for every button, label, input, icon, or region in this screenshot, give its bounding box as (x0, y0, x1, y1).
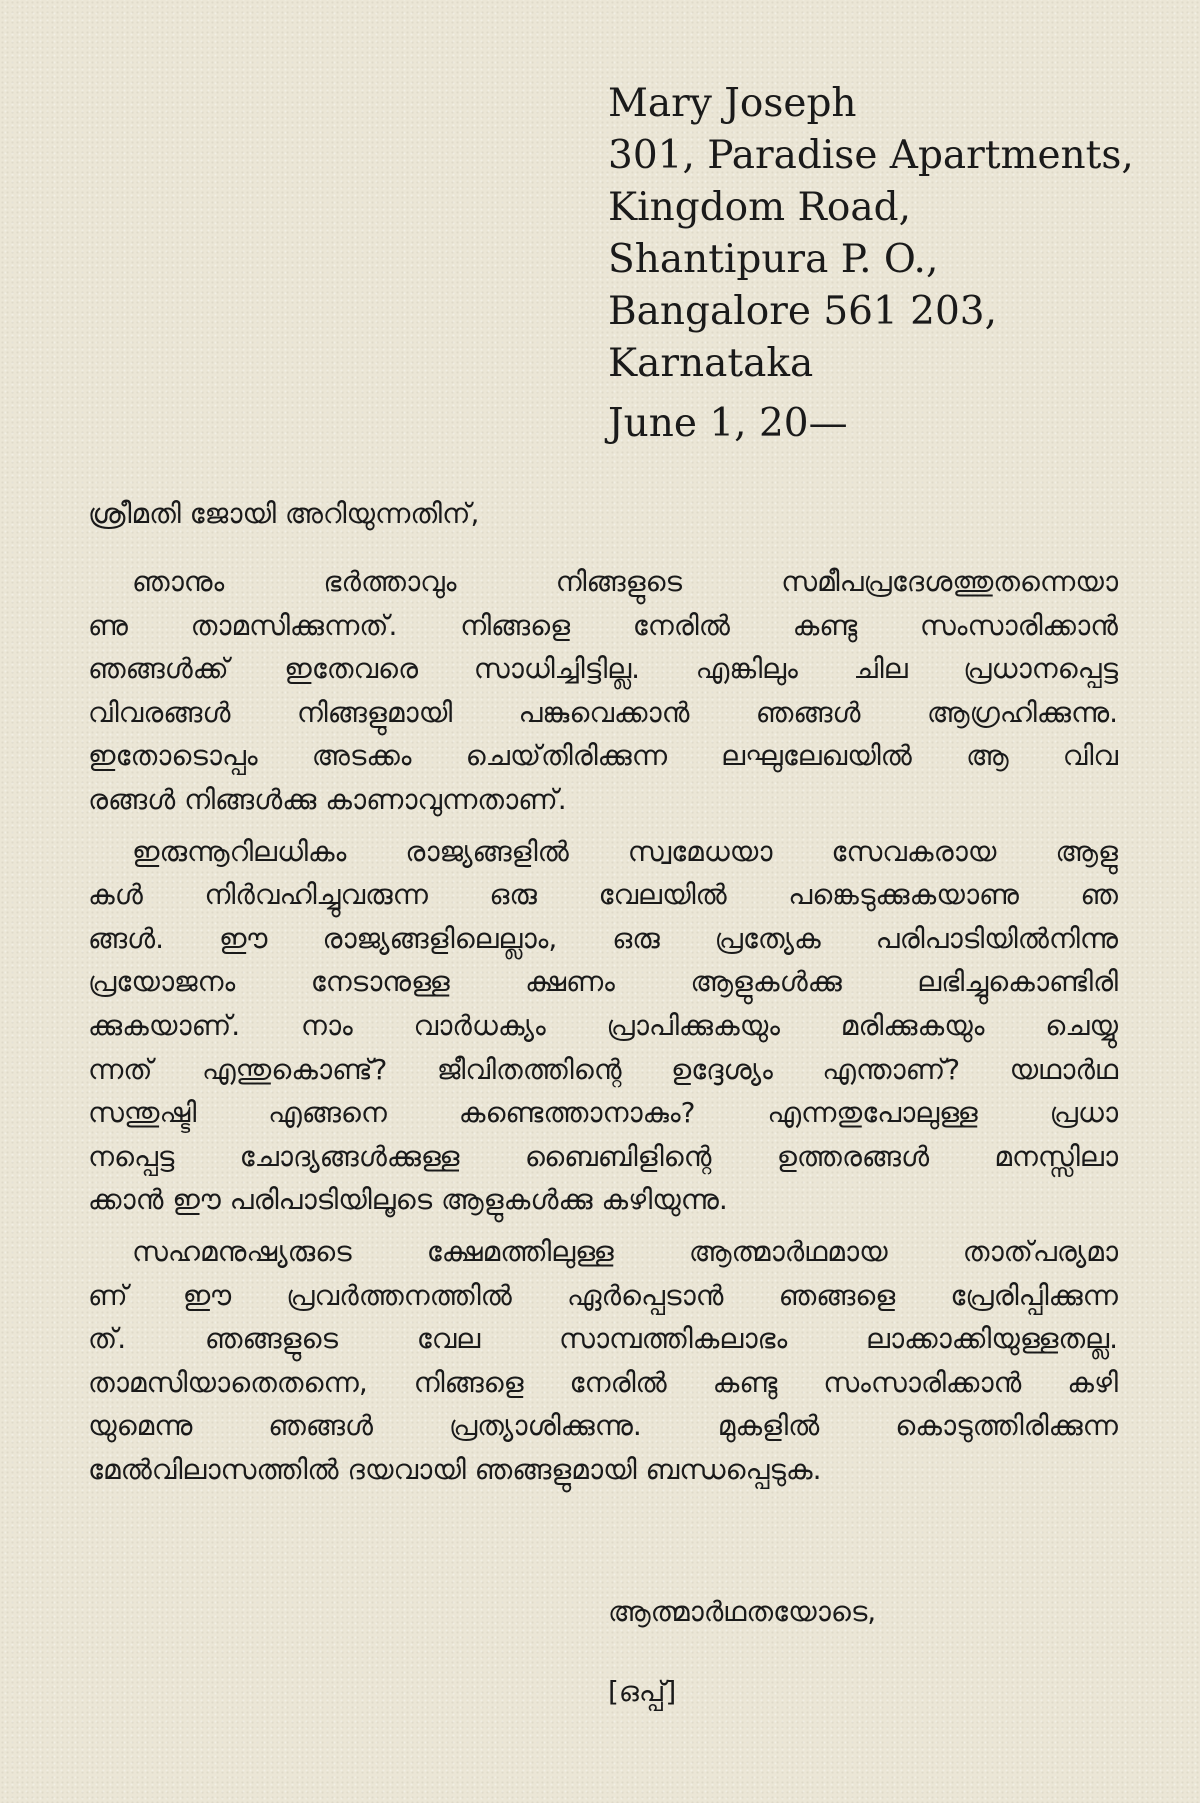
paragraph-line: പ്രയോജനം നേടാനുള്ള ക്ഷണം ആളുകൾക്കു ലഭിച്ചുകൊണ്ടിരി (88, 965, 1118, 999)
body-paragraph (88, 830, 1118, 1222)
paragraph-line: ഇരുന്നൂറിലധികം രാജ്യങ്ങളിൽ സ്വമേധയാ സേവകരായ ആളു (132, 834, 1118, 868)
paragraph-line: സന്തുഷ്ടി എങ്ങനെ കണ്ടെത്താനാകും? എന്നതുപോലുള്ള പ്രധാ (88, 1096, 1118, 1130)
sender-address-block (608, 78, 1168, 450)
paragraph-line: മേൽവിലാസത്തിൽ ദയവായി ഞങ്ങളുമായി ബന്ധപ്പെടുക. (88, 1452, 822, 1486)
sender-address-line: Shantipura P. O., (608, 237, 939, 282)
salutation: ശ്രീമതി ജോയി അറിയുന്നതിന്, (88, 497, 480, 530)
sender-name: Mary Joseph (608, 81, 857, 126)
paragraph-line: ഇതോടൊപ്പം അടക്കം ചെയ്‌തിരിക്കുന്ന ലഘുലേഖയിൽ ആ വിവ (88, 739, 1118, 773)
sender-address-line: Karnataka (608, 341, 814, 386)
paragraph-line: താമസിയാതെതന്നെ, നിങ്ങളെ നേരിൽ കണ്ടു സംസാരിക്കാൻ കഴി (88, 1365, 1118, 1399)
sender-address-line: Bangalore 561 203, (608, 289, 997, 334)
letter-body (88, 560, 1118, 1499)
paragraph-line: ക്കുകയാണ്. നാം വാർധക്യം പ്രാപിക്കുകയും മരിക്കുകയും ചെയ്യു (88, 1008, 1118, 1042)
paragraph-line: സഹമനുഷ്യരുടെ ക്ഷേമത്തിലുള്ള ആത്മാർഥമായ താത്‌പര്യമാ (132, 1234, 1118, 1268)
paragraph-line: ണു താമസിക്കുന്നത്. നിങ്ങളെ നേരിൽ കണ്ടു സംസാരിക്കാൻ (88, 608, 1118, 642)
body-paragraph (88, 1230, 1118, 1492)
paragraph-line: കൾ നിർവഹിച്ചുവരുന്ന ഒരു വേലയിൽ പങ്കെടുക്കുകയാണു ഞ (88, 878, 1118, 912)
paragraph-line: യുമെന്നു ഞങ്ങൾ പ്രത്യാശിക്കുന്നു. മുകളിൽ കൊടുത്തിരിക്കുന്ന (88, 1409, 1118, 1443)
closing-phrase: ആത്മാർഥതയോടെ, (608, 1595, 877, 1628)
paragraph-line: നപ്പെട്ട ചോദ്യങ്ങൾക്കുള്ള ബൈബിളിന്റെ ഉത്തരങ്ങൾ മനസ്സിലാ (88, 1139, 1118, 1173)
paragraph-line: ഞങ്ങൾക്ക് ഇതേവരെ സാധിച്ചിട്ടില്ല. എങ്കിലും ചില പ്രധാനപ്പെട്ട (88, 652, 1118, 686)
sender-address-line: 301, Paradise Apartments, (608, 133, 1134, 178)
sender-address-line: Kingdom Road, (608, 185, 911, 230)
paragraph-line: ക്കാൻ ഈ പരിപാടിയിലൂടെ ആളുകൾക്കു കഴിയുന്നു. (88, 1183, 728, 1217)
body-paragraph (88, 560, 1118, 822)
letter-date: June 1, 20— (608, 401, 848, 446)
paragraph-line: ന്നത് എന്തുകൊണ്ട്? ജീവിതത്തിന്റെ ഉദ്ദേശ്യം എന്താണ്? യഥാർഥ (88, 1052, 1118, 1086)
paragraph-line: ത്. ഞങ്ങളുടെ വേല സാമ്പത്തികലാഭം ലാക്കാക്കിയുള്ളതല്ല. (88, 1322, 1118, 1356)
paragraph-line: ങ്ങൾ. ഈ രാജ്യങ്ങളിലെല്ലാം, ഒരു പ്രത്യേക പരിപാടിയിൽനിന്നു (88, 921, 1118, 955)
paragraph-line: ണ് ഈ പ്രവർത്തനത്തിൽ ഏർപ്പെടാൻ ഞങ്ങളെ പ്രേരിപ്പിക്കുന്ന (88, 1278, 1118, 1312)
paragraph-line: ഞാനും ഭർത്താവും നിങ്ങളുടെ സമീപപ്രദേശത്തുതന്നെയാ (132, 565, 1118, 598)
paragraph-line: രങ്ങൾ നിങ്ങൾക്കു കാണാവുന്നതാണ്. (88, 782, 567, 816)
paragraph-line: വിവരങ്ങൾ നിങ്ങളുമായി പങ്കുവെക്കാൻ ഞങ്ങൾ ആഗ്രഹിക്കുന്നു. (88, 695, 1118, 729)
signature-placeholder: [ഒപ്പ്] (608, 1675, 677, 1708)
